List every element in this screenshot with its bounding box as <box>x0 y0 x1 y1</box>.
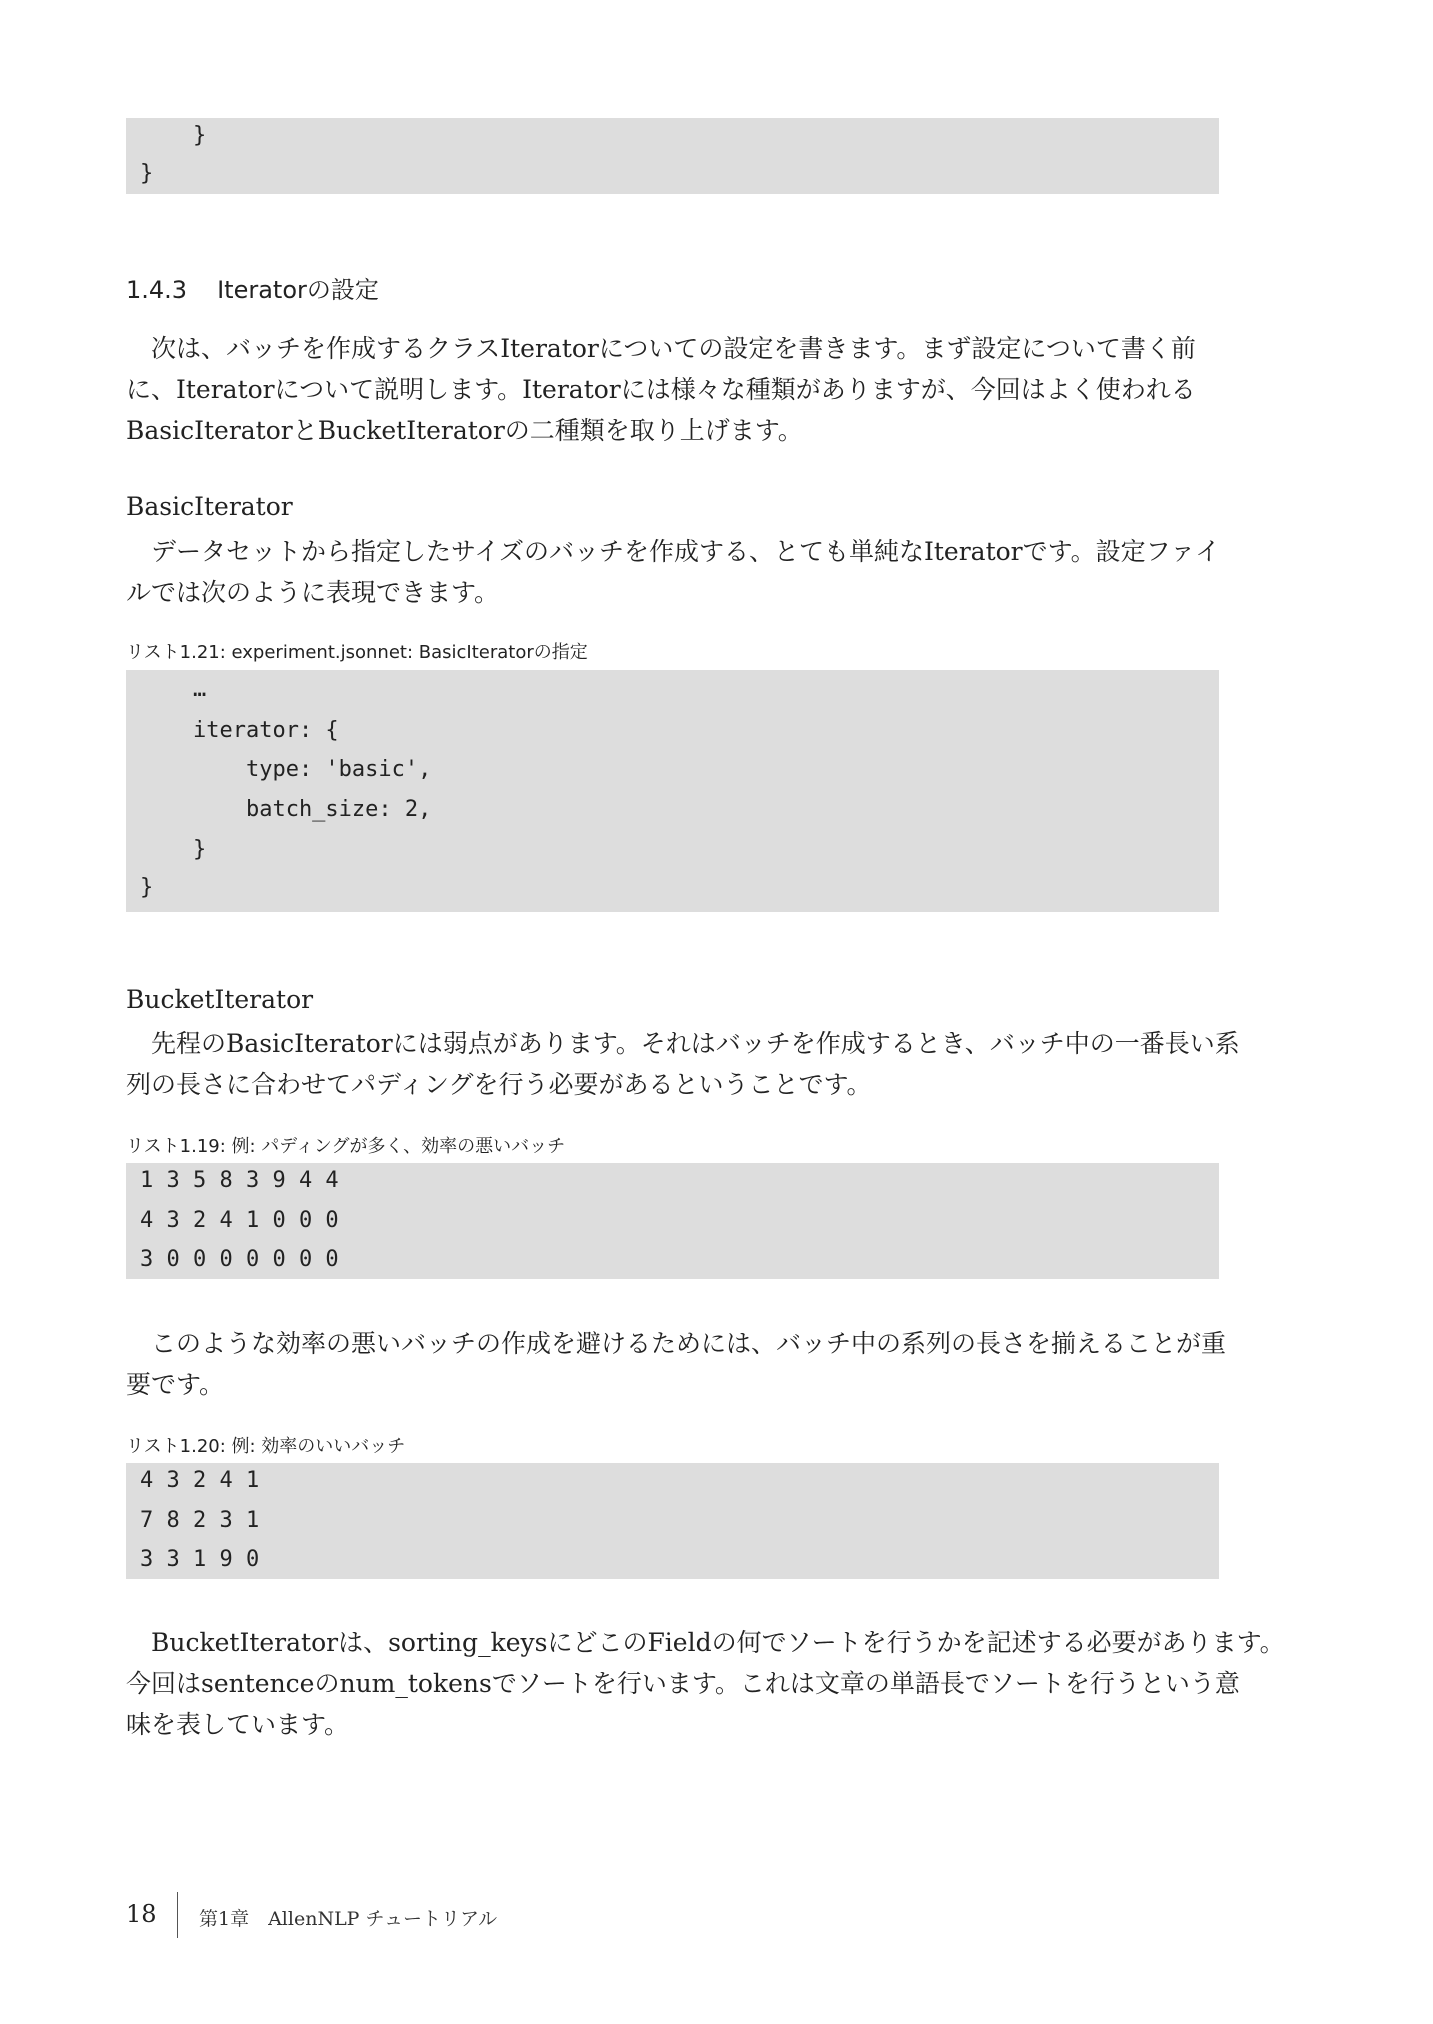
page-number: 18 <box>126 1900 157 1928</box>
paragraph-line: データセットから指定したサイズのバッチを作成する、とても単純なIteratorです。設定ファイ <box>126 537 1221 566</box>
code-line: type: 'basic', <box>140 757 432 782</box>
paragraph-line: 今回はsentenceのnum_tokensでソートを行います。これは文章の単語長でソートを行うという意 <box>126 1669 1240 1698</box>
code-line: 7 8 2 3 1 <box>140 1508 260 1533</box>
paragraph-line: このような効率の悪いバッチの作成を避けるためには、バッチ中の系列の長さを揃えることが重 <box>126 1329 1227 1358</box>
code-line: 4 3 2 4 1 0 0 0 <box>140 1208 339 1233</box>
term-basic-iterator: BasicIterator <box>126 492 293 521</box>
code-block-continued <box>126 118 1219 194</box>
footer-divider <box>177 1892 178 1938</box>
code-line: 3 0 0 0 0 0 0 0 <box>140 1247 339 1272</box>
code-line: 4 3 2 4 1 <box>140 1468 260 1493</box>
code-line: } <box>140 837 207 862</box>
code-line: } <box>140 875 154 900</box>
code-line: … <box>140 677 207 702</box>
section-number: 1.4.3 <box>126 276 188 304</box>
paragraph-line: 要です。 <box>126 1370 225 1399</box>
code-block-efficient-batch <box>126 1463 1219 1579</box>
section-heading <box>126 270 379 305</box>
code-line: iterator: { <box>140 718 339 743</box>
sorting-paragraph <box>126 1622 1285 1745</box>
listing-caption: リスト1.21: experiment.jsonnet: BasicIteratorの指定 <box>126 642 588 663</box>
listing-caption: リスト1.19: 例: パディングが多く、効率の悪いバッチ <box>126 1136 566 1157</box>
code-line: 3 3 1 9 0 <box>140 1547 260 1572</box>
bucket-iterator-description <box>126 1023 1240 1105</box>
paragraph-line: 先程のBasicIteratorには弱点があります。それはバッチを作成するとき、バッチ中の一番長い系 <box>126 1029 1240 1058</box>
footer-chapter-title: 第1章 AllenNLP チュートリアル <box>199 1908 498 1930</box>
basic-iterator-description <box>126 531 1219 613</box>
efficiency-paragraph <box>126 1323 1227 1405</box>
paragraph-line: 次は、バッチを作成するクラスIteratorについての設定を書きます。まず設定について書く前 <box>126 334 1196 363</box>
paragraph-line: に、Iteratorについて説明します。Iteratorには様々な種類がありますが、今回はよく使われる <box>126 375 1196 404</box>
term-bucket-iterator: BucketIterator <box>126 985 314 1014</box>
listing-caption: リスト1.20: 例: 効率のいいバッチ <box>126 1436 406 1457</box>
paragraph-line: 列の長さに合わせてパディングを行う必要があるということです。 <box>126 1070 872 1099</box>
code-line: } <box>140 123 207 148</box>
paragraph-line: BucketIteratorは、sorting_keysにどこのFieldの何でソートを行うかを記述する必要があります。 <box>126 1628 1285 1657</box>
intro-paragraph <box>126 328 1219 451</box>
code-line: } <box>140 161 154 186</box>
code-line: batch_size: 2, <box>140 797 432 822</box>
paragraph-line: ルでは次のように表現できます。 <box>126 578 500 607</box>
section-title: Iteratorの設定 <box>217 276 379 304</box>
code-block-basic-iterator <box>126 670 1219 912</box>
paragraph-line: 味を表しています。 <box>126 1710 350 1739</box>
code-line: 1 3 5 8 3 9 4 4 <box>140 1168 339 1193</box>
paragraph-line: BasicIteratorとBucketIteratorの二種類を取り上げます。 <box>126 416 803 445</box>
code-block-padding-batch <box>126 1163 1219 1279</box>
